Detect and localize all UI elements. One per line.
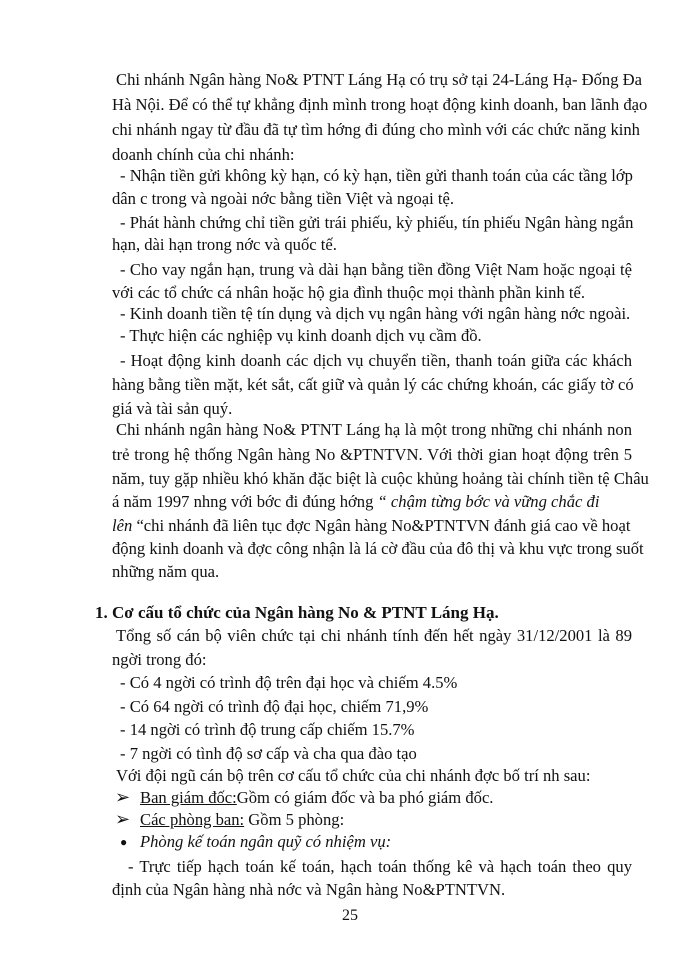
staff-item-2: - Có 64 ngời có trình độ đại học, chiếm 71,9%	[120, 697, 429, 716]
accounting-duty-line-1: - Trực tiếp hạch toán kế toán, hạch toán thống kê và hạch toán theo quy	[128, 857, 632, 876]
function-item-3: - Cho vay ngắn hạn, trung và dài hạn bằng tiền đồng Việt Nam hoặc ngoại tệ	[120, 260, 632, 279]
dash-marker: -	[120, 166, 126, 185]
dash-marker: -	[120, 213, 126, 232]
staff-item-3: - 14 ngời có trình độ trung cấp chiếm 15.7%	[120, 720, 415, 739]
staff-item-1: - Có 4 ngời có trình độ trên đại học và chiếm 4.5%	[120, 673, 458, 692]
dash-marker: -	[120, 304, 126, 323]
history-paragraph-line-7: những năm qua.	[112, 562, 220, 581]
intro-paragraph-line-4: doanh chính của chi nhánh:	[112, 145, 295, 164]
function-item-5: - Thực hiện các nghiệp vụ kinh doanh dịch vụ cầm đồ.	[120, 326, 482, 345]
section-heading: 1. Cơ cấu tổ chức của Ngân hàng No & PTNT Láng Hạ.	[95, 603, 499, 622]
function-item-4: - Kinh doanh tiền tệ tín dụng và dịch vụ ngân hàng với ngân hàng nớc ngoài.	[120, 304, 631, 323]
accounting-dept-heading: Phòng kế toán ngân quỹ có nhiệm vụ:	[140, 832, 392, 851]
history-paragraph-line-5: lên “chi nhánh đã liên tục đợc Ngân hàng No&PTNTVN đánh giá cao về hoạt	[112, 516, 631, 535]
motto-quote: “ chậm từng bớc và vững chắc đi	[377, 492, 600, 511]
dash-marker: -	[120, 697, 126, 716]
structure-intro: Với đội ngũ cán bộ trên cơ cấu tổ chức của chi nhánh đợc bố trí nh sau:	[116, 766, 591, 785]
dash-marker: -	[120, 260, 126, 279]
function-item-2-cont: hạn, dài hạn trong nớc và quốc tế.	[112, 235, 337, 254]
history-paragraph-line-4: á năm 1997 nhng với bớc đi đúng hớng “ chậm từng bớc và vững chắc đi	[112, 492, 600, 511]
history-paragraph-line-3: năm, tuy gặp nhiều khó khăn đặc biệt là cuộc khủng hoảng tài chính tiền tệ Châu	[112, 469, 649, 488]
dash-marker: -	[120, 326, 126, 345]
intro-paragraph-line-3: chi nhánh ngay từ đầu đã tự tìm hớng đi đúng cho mình với các chức năng kinh	[112, 120, 640, 139]
intro-paragraph-line-1: Chi nhánh Ngân hàng No& PTNT Láng Hạ có trụ sở tại 24-Láng Hạ- Đống Đa	[116, 70, 642, 89]
departments-item: Các phòng ban: Gồm 5 phòng:	[140, 810, 345, 829]
function-item-2: - Phát hành chứng chỉ tiền gửi trái phiếu, kỳ phiếu, tín phiếu Ngân hàng ngắn	[120, 213, 634, 232]
motto-quote-end: lên	[112, 516, 133, 535]
board-of-directors-label: Ban giám đốc:	[140, 788, 237, 807]
intro-paragraph-line-2: Hà Nội. Để có thể tự khẳng định mình trong hoạt động kinh doanh, ban lãnh đạo	[112, 95, 648, 114]
page-number: 25	[342, 907, 358, 924]
function-item-6-cont-2: giá và tài sản quý.	[112, 399, 233, 418]
history-paragraph-line-1: Chi nhánh ngân hàng No& PTNT Láng hạ là một trong những chi nhánh non	[116, 420, 632, 439]
function-item-1-cont: dân c trong và ngoài nớc bằng tiền Việt và ngoại tệ.	[112, 189, 455, 208]
staff-item-4: - 7 ngời có tình độ sơ cấp và cha qua đào tạo	[120, 744, 417, 763]
history-paragraph-line-6: động kinh doanh và đợc công nhận là lá cờ đầu của đô thị và khu vực trong suốt	[112, 539, 644, 558]
dot-bullet-icon: ●	[120, 835, 128, 849]
function-item-6-cont-1: hàng bằng tiền mặt, két sắt, cất giữ và quản lý các chứng khoán, các giấy tờ có	[112, 375, 634, 394]
function-item-1: - Nhận tiền gửi không kỳ hạn, có kỳ hạn, tiền gửi thanh toán của các tầng lớp	[120, 166, 633, 185]
accounting-duty-line-2: định của Ngân hàng nhà nớc và Ngân hàng No&PTNTVN.	[112, 880, 506, 899]
function-item-6: - Hoạt động kinh doanh các dịch vụ chuyển tiền, thanh toán giữa các khách	[120, 351, 632, 370]
dash-marker: -	[120, 720, 126, 739]
staff-paragraph-line-2: ngời trong đó:	[112, 650, 207, 669]
staff-paragraph-line-1: Tổng số cán bộ viên chức tại chi nhánh tính đến hết ngày 31/12/2001 là 89	[116, 626, 632, 645]
history-paragraph-line-2: trẻ trong hệ thống Ngân hàng No &PTNTVN. Với thời gian hoạt động trên 5	[112, 445, 632, 464]
dash-marker: -	[120, 351, 126, 370]
dash-marker: -	[120, 744, 126, 763]
dash-marker: -	[120, 673, 126, 692]
arrow-bullet-icon: ➢	[115, 809, 131, 829]
arrow-bullet-icon: ➢	[115, 787, 131, 807]
function-item-3-cont: với các tổ chức cá nhân hoặc hộ gia đình thuộc mọi thành phần kinh tế.	[112, 283, 586, 302]
board-of-directors-item: Ban giám đốc:Gồm có giám đốc và ba phó giám đốc.	[140, 788, 494, 807]
departments-label: Các phòng ban:	[140, 810, 245, 829]
